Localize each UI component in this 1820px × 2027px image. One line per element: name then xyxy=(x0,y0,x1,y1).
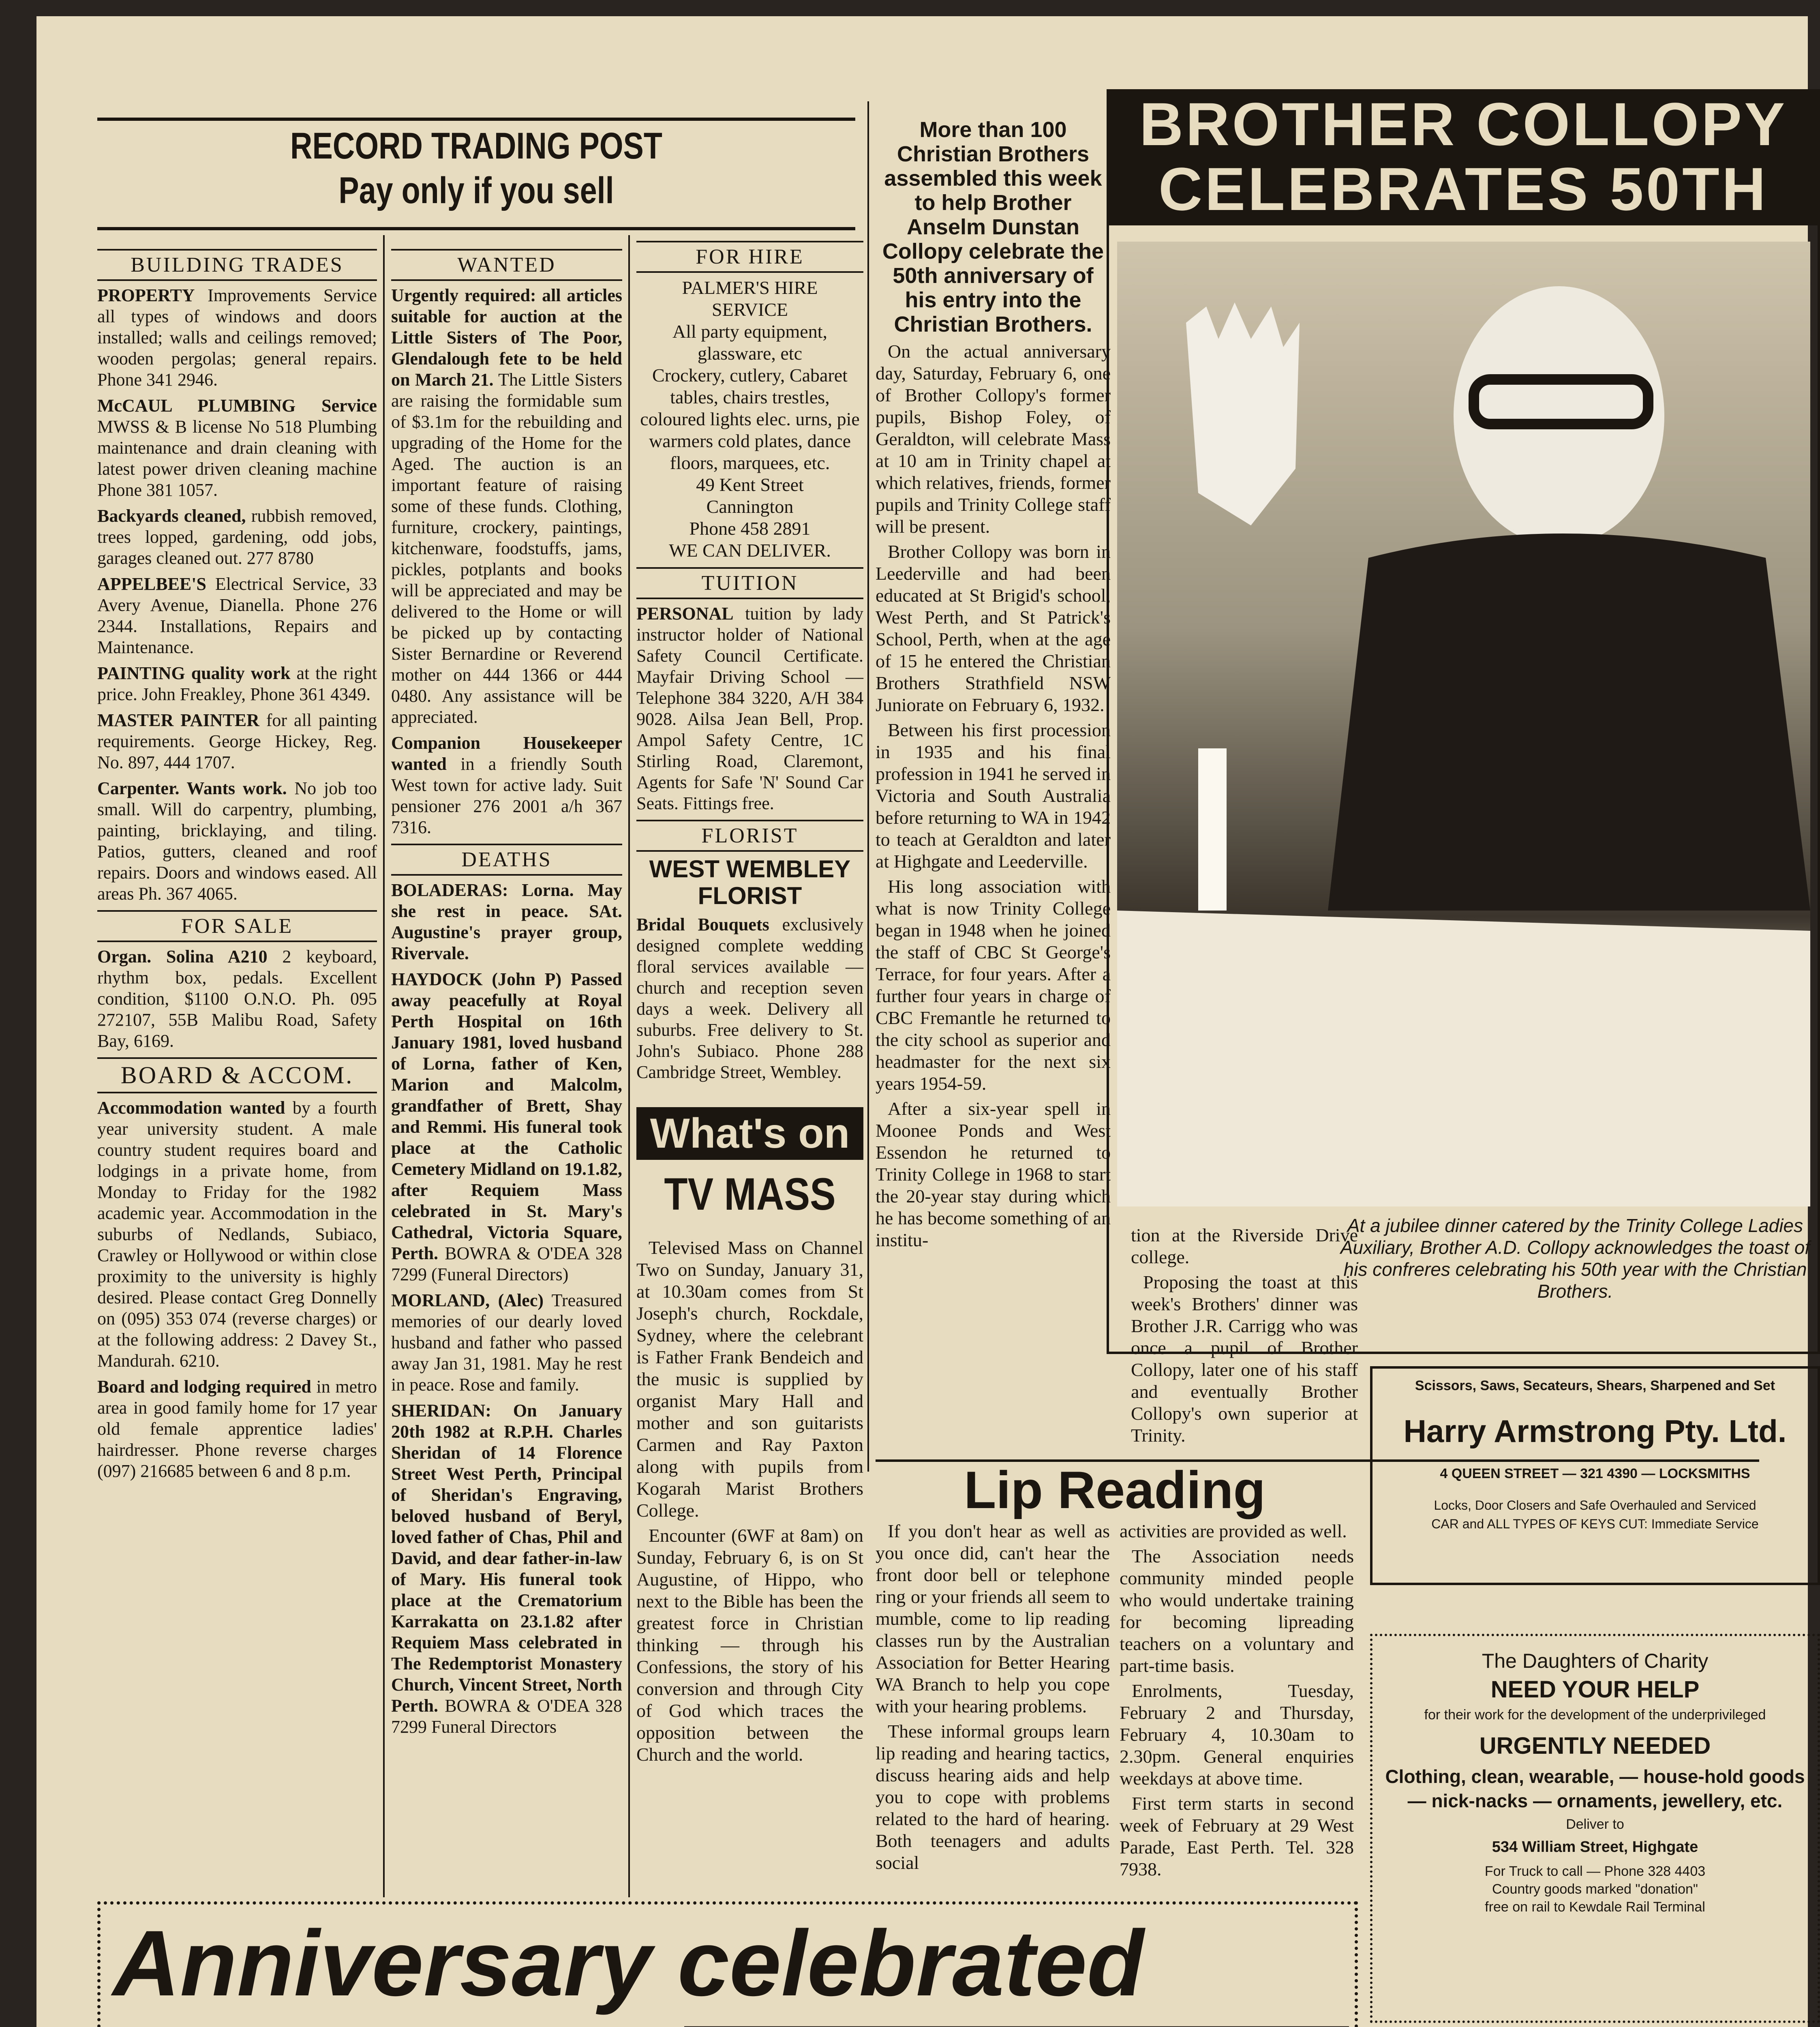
lip-reading-col-1 xyxy=(876,1520,1110,1883)
charity-line8: For Truck to call — Phone 328 4403 xyxy=(1484,1864,1706,1879)
lip-reading-paragraph: First term starts in second week of February at 29 West Parade, East Perth. Tel. 328 7938. xyxy=(1120,1793,1354,1879)
lip-reading-paragraph: Enrolments, Tuesday, February 2 and Thursday, February 4, 10.30am to 2.30pm. General enquiries weekdays at above time. xyxy=(1120,1680,1354,1789)
for-hire-line: Crockery, cutlery, Cabaret tables, chairs trestles, coloured lights elec. urns, pie warmers cold plates, dance floors, marquees, etc. xyxy=(640,365,860,473)
death-notice-body: BOWRA & O'DEA 328 7299 Funeral Directors xyxy=(391,1696,622,1737)
for-hire-line: PALMER'S HIRE xyxy=(682,277,818,298)
classified-ad-body: by a fourth year university student. A male country student requires board and lodgings in a private home, from Monday to Friday for the 1982 academic year. Accommodation in the suburbs of Nedlands, Subiaco, Crawley or Hollywood or within close proximity to the university is highly desired. Please contact Greg Donnelly on (095) 353 074 (reverse charges) or at the following address: 2 Davey St., Mandurah. 6210. xyxy=(97,1098,377,1371)
collopy-paragraph: On the actual anniversary day, Saturday, February 6, one of Brother Collopy's former pupils, Bishop Foley, of Geraldton, will celebrate Mass at 10 am in Trinity chapel at which relatives, friends, former pupils and Trinity College staff will be present. xyxy=(876,341,1111,537)
death-notice-lead: MORLAND, (Alec) xyxy=(391,1290,544,1310)
for-hire-line: Cannington xyxy=(706,496,794,517)
collopy-feature xyxy=(1107,89,1820,1354)
florist-heading: FLORIST xyxy=(636,820,863,852)
lip-reading-paragraph: activities are provided as well. xyxy=(1120,1521,1347,1541)
deaths-ads xyxy=(391,880,622,1738)
masthead-rule-top xyxy=(97,118,855,121)
for-hire-line: 49 Kent Street xyxy=(696,474,804,495)
classified-ad-body: in metro area in good family home for 17 year old female apprentice ladies' hairdresser. Phone reverse charges (097) 216685 between 6 and 8 p.m. xyxy=(97,1377,377,1481)
classified-ad-body: 2 keyboard, rhythm box, pedals. Excellent condition, $1100 O.N.O. Ph. 095 272107, 55B Malibu Road, Safety Bay, 6169. xyxy=(97,947,377,1051)
classified-ad xyxy=(97,506,377,569)
lip-reading-columns xyxy=(876,1520,1354,1883)
classified-ad-lead: PAINTING quality work xyxy=(97,663,291,683)
collopy-headline-block xyxy=(1109,92,1818,225)
classified-ad-lead: Carpenter. Wants work. xyxy=(97,778,287,798)
for-hire-line: All party equipment, glassware, etc xyxy=(672,321,827,364)
charity-line7: 534 William Street, Highgate xyxy=(1492,1838,1698,1856)
classified-ad xyxy=(97,1097,377,1371)
for-hire-line: WE CAN DELIVER. xyxy=(669,540,831,561)
classified-ad-body: for all painting requirements. George Hickey, Reg. No. 897, 444 1707. xyxy=(97,710,377,772)
building-trades-ads xyxy=(97,285,377,904)
classified-ad xyxy=(97,946,377,1052)
charity-line4: URGENTLY NEEDED xyxy=(1479,1733,1711,1759)
armstrong-line1: Locks, Door Closers and Safe Overhauled and Serviced xyxy=(1434,1498,1756,1513)
collopy-paragraph: His long association with what is now Trinity College began in 1948 when he joined the staff of CBC St George's Terrace, for four years. After a further four years in charge of CBC Fremantle he returned to the city school as superior and headmaster for the next six years 1954-59. xyxy=(876,876,1111,1094)
florist-text xyxy=(636,914,863,1083)
wanted-heading: WANTED xyxy=(391,249,622,281)
death-notice xyxy=(391,1400,622,1738)
collopy-intro: More than 100 Christian Brothers assembled this week to help Brother Anselm Dunstan Collopy celebrate the 50th anniversary of his entry into the Christian Brothers. xyxy=(882,118,1104,336)
classified-ad-body: rubbish removed, trees lopped, gardening, odd jobs, garages cleaned out. 277 8780 xyxy=(97,506,377,568)
anniversary-title: Anniversary celebrated xyxy=(113,1911,1144,2015)
column-rule-2 xyxy=(628,235,630,1897)
classified-ad-lead: McCAUL PLUMBING Service xyxy=(97,396,377,416)
death-notice-lead: HAYDOCK (John P) Passed away peacefully at Royal Perth Hospital on 16th January 1981, loved husband of Lorna, father of Ken, Marion and Malcolm, grandfather of Brett, Shay and Remmi. His funeral took place at the Catholic Cemetery Midland on 19.1.82, after Requiem Mass celebrated in St. Mary's Cathedral, Victoria Square, Perth. xyxy=(391,969,622,1263)
for-hire-text xyxy=(636,277,863,561)
classified-ad-body: Electrical Service, 33 Avery Avenue, Dianella. Phone 276 2344. Installations, Repairs and Maintenance. xyxy=(97,574,377,657)
lip-reading-paragraph: These informal groups learn lip reading and hearing tactics, discuss hearing aids and help you to cope with problems related to the hard of hearing. Both teenagers and adults social xyxy=(876,1721,1110,1873)
candle-shape xyxy=(1198,748,1227,911)
charity-line9: Country goods marked "donation" xyxy=(1492,1881,1698,1897)
lip-reading-title: Lip Reading xyxy=(964,1460,1265,1519)
classified-ad xyxy=(97,395,377,501)
anniversary-feature xyxy=(97,1901,1358,2027)
armstrong-ad xyxy=(1370,1366,1820,1585)
lip-reading-paragraph: The Association needs community minded people who would undertake training for becoming lipreading teachers on a voluntary and part-time basis. xyxy=(1120,1546,1354,1676)
for-hire-line: Phone 458 2891 xyxy=(689,518,811,539)
classified-ad-lead: Accommodation wanted xyxy=(97,1098,285,1118)
newspaper-page xyxy=(36,16,1808,2027)
collopy-paragraphs xyxy=(876,341,1111,1251)
collopy-continued xyxy=(1131,1224,1358,1446)
charity-ad xyxy=(1370,1634,1820,2023)
face-shape xyxy=(1454,286,1664,546)
masthead-rule-bottom xyxy=(97,227,855,230)
classified-ad xyxy=(391,733,622,838)
charity-line6: Deliver to xyxy=(1566,1817,1624,1832)
masthead xyxy=(97,124,855,229)
death-notice xyxy=(391,1290,622,1395)
collopy-photo xyxy=(1117,242,1810,1206)
wanted-ads xyxy=(391,285,622,838)
column-building-trades xyxy=(97,243,377,1889)
for-hire-heading: FOR HIRE xyxy=(636,241,863,273)
table-shape xyxy=(1117,911,1810,1206)
classified-ad xyxy=(97,574,377,658)
collopy-paragraph: Brother Collopy was born in Leederville and had been educated at St Brigid's school, West Perth, and St Patrick's School, Perth, when at the age of 15 he entered the Christian Brothers Strathfield NSW Juniorate on February 6, 1932. xyxy=(876,541,1111,715)
classified-ad-lead: MASTER PAINTER xyxy=(97,710,259,730)
classified-ad-body: in a friendly South West town for active lady. Suit pensioner 276 2001 a/h 367 7316. xyxy=(391,754,622,837)
whats-on-banner: What's on xyxy=(636,1107,863,1160)
classified-ad xyxy=(391,285,622,728)
classified-ad-body: tuition by lady instructor holder of National Safety Council Certificate. Mayfair Driving School — Telephone 384 3220, A/H 384 9028. Ailsa Jean Bell, Prop. Ampol Safety Centre, 1C Stirling Road, Claremont, Agents for Safe 'N' Sound Car Seats. Fittings free. xyxy=(636,604,863,813)
death-notice xyxy=(391,969,622,1285)
column-rule-1 xyxy=(383,235,385,1897)
collopy-headline-2: CELEBRATES 50TH xyxy=(1158,155,1769,223)
collopy-story-column xyxy=(876,118,1111,1472)
florist-body: exclusively designed complete wedding floral services available — church and reception seven days a week. Delivery all suburbs. Free delivery to St. John's Subiaco. Phone 288 Cambridge Street, Wembley. xyxy=(636,915,863,1082)
florist-name: WEST WEMBLEY FLORIST xyxy=(649,855,851,909)
tv-mass-paragraph: Encounter (6WF at 8am) on Sunday, February 6, is on St Augustine, of Hippo, who next to the Bible has been the greatest force in Christian thinking — through his Confessions, the story of his conversion and through City of God which traces the opposition between the Church and the world. xyxy=(636,1525,863,1765)
classified-ad-lead: PROPERTY xyxy=(97,285,195,305)
collopy-paragraph: After a six-year spell in Moonee Ponds and West Essendon he returned to Trinity College in 1968 to start the 20-year stay during which he has become something of an institu- xyxy=(876,1098,1111,1250)
classified-ad-body: at the right price. John Freakley, Phone 361 4349. xyxy=(97,663,377,704)
board-ads xyxy=(97,1097,377,1482)
tuition-heading: TUITION xyxy=(636,567,863,599)
death-notice xyxy=(391,880,622,964)
lip-reading-paragraph: If you don't hear as well as you once did, can't hear the front door bell or telephone ring or your friends all seem to mumble, come to lip reading classes run by the Australian Association for Better Hearing WA Branch to help you cope with your hearing problems. xyxy=(876,1521,1110,1716)
classified-ad-lead: Companion Housekeeper wanted xyxy=(391,733,622,774)
masthead-title: RECORD TRADING POST xyxy=(290,125,662,167)
for-sale-ads xyxy=(97,946,377,1052)
lip-reading-col-2 xyxy=(1120,1520,1354,1883)
florist-lead: Bridal Bouquets xyxy=(636,915,769,934)
charity-line10: free on rail to Kewdale Rail Terminal xyxy=(1485,1899,1705,1915)
death-notice-lead: SHERIDAN: On January 20th 1982 at R.P.H. Charles Sheridan of 14 Florence Street West Perth, Principal of Sheridan's Engraving, beloved husband of Beryl, loved father of Chas, Phil and David, and dear father-in-law of Mary. His funeral took place at the Crematorium Karrakatta on 23.1.82 after Requiem Mass celebrated in The Redemptorist Monastery Church, Vincent Street, North Perth. xyxy=(391,1401,622,1716)
charity-line3: for their work for the development of the underprivileged xyxy=(1424,1707,1766,1723)
collopy-paragraph: Between his first procession in 1935 and his final profession in 1941 he served in Victoria and South Australia before returning to WA in 1942 to teach at Geraldton and later at Highgate and Leederville. xyxy=(876,720,1111,872)
tuition-ads xyxy=(636,603,863,814)
collopy-photo-art xyxy=(1117,242,1810,1206)
for-sale-heading: FOR SALE xyxy=(97,910,377,942)
for-hire-line: SERVICE xyxy=(712,299,788,320)
tv-mass-paragraph: Televised Mass on Channel Two on Sunday, January 31, at 10.30am comes from St Joseph's church, Rockdale, Sydney, where the celebrant is Father Frank Bendeich and the music is supplied by organist Mary Hall and mother and son guitarists Carmen and Ray Paxton along with pupils from Kogarah Marist Brothers College. xyxy=(636,1237,863,1521)
cassock-shape xyxy=(1328,534,1810,911)
classified-ad-body: The Little Sisters are raising the formidable sum of $3.1m for the rebuilding and upgrading of the Home for the Aged. The auction is an important feature of raising some of these funds. Clothing, furniture, crockery, paintings, kitchenware, foodstuffs, jams, pickles, potplants and books will be appreciated and may be delivered to the Home or will be picked up by contacting Sister Bernardine or Reverend mother on 444 1366 or 444 0480. Any assistance will be appreciated. xyxy=(391,370,623,727)
collopy-caption: At a jubilee dinner catered by the Trinity College Ladies Auxiliary, Brother A.D. Collopy acknowledges the toast of his confreres celebrating his 50th year with the Christian Brothers. xyxy=(1340,1215,1810,1302)
deaths-heading: DEATHS xyxy=(391,844,622,876)
classified-ad xyxy=(97,710,377,773)
classified-ad-lead: PERSONAL xyxy=(636,604,734,624)
board-heading: BOARD & ACCOM. xyxy=(97,1057,377,1093)
armstrong-address: 4 QUEEN STREET — 321 4390 — LOCKSMITHS xyxy=(1440,1466,1750,1481)
classified-ad xyxy=(97,663,377,705)
classified-ad-body: Improvements Service all types of windows and doors installed; walls and ceilings removed; wooden pergolas; general repairs. Phone 341 2946. xyxy=(97,285,377,390)
collopy-paragraph: tion at the Riverside Drive college. xyxy=(1131,1225,1358,1267)
charity-line1: The Daughters of Charity xyxy=(1482,1650,1709,1672)
classified-ad-lead: Organ. Solina A210 xyxy=(97,947,268,966)
tv-mass-title: TV MASS xyxy=(664,1169,836,1219)
classified-ad-lead: Board and lodging required xyxy=(97,1377,311,1397)
masthead-subtitle: Pay only if you sell xyxy=(338,170,614,211)
raised-hand-shape xyxy=(1186,302,1300,525)
classified-ad xyxy=(97,285,377,390)
classified-ad-lead: Urgently required: all articles suitable for auction at the Little Sisters of The Poor, Glendalough fete to be held on March 21. xyxy=(391,285,622,390)
column-wanted xyxy=(391,243,622,1889)
armstrong-top: Scissors, Saws, Secateurs, Shears, Sharpened and Set xyxy=(1415,1378,1775,1393)
collopy-paragraph: Proposing the toast at this week's Brothers' dinner was Brother J.R. Carrigg who was once a pupil of Brother Collopy, later one of his staff and eventually Brother Collopy's own superior at Trinity. xyxy=(1131,1272,1358,1446)
column-for-hire xyxy=(636,235,863,1897)
classified-ad xyxy=(636,603,863,814)
building-trades-heading: BUILDING TRADES xyxy=(97,249,377,281)
armstrong-name: Harry Armstrong Pty. Ltd. xyxy=(1403,1413,1787,1449)
charity-line5: Clothing, clean, wearable, — house-hold goods — nick-nacks — ornaments, jewellery, etc. xyxy=(1385,1766,1805,1811)
collopy-continued-paragraphs xyxy=(1131,1224,1358,1446)
classified-ad-body: No job too small. Will do carpentry, plumbing, painting, bricklaying, and tiling. Patios, gutters, cleaned and roof repairs. Doors and windows eased. All areas Ph. 367 4065. xyxy=(97,778,377,904)
death-notice-body: BOWRA & O'DEA 328 7299 (Funeral Directors) xyxy=(391,1243,622,1284)
classified-ad xyxy=(97,778,377,904)
collopy-headline-1: BROTHER COLLOPY xyxy=(1139,90,1788,158)
lip-reading xyxy=(876,1459,1354,1901)
classified-ad-lead: Backyards cleaned, xyxy=(97,506,246,526)
classified-ad-lead: APPELBEE'S xyxy=(97,574,206,594)
classified-ad-body: MWSS & B license No 518 Plumbing maintenance and drain cleaning with latest power driven cleaning machine Phone 381 1057. xyxy=(97,417,377,500)
armstrong-line2: CAR and ALL TYPES OF KEYS CUT: Immediate Service xyxy=(1431,1517,1759,1531)
column-rule-3 xyxy=(867,101,869,1472)
death-notice-lead: BOLADERAS: Lorna. May she rest in peace. SAt. Augustine's prayer group, Rivervale. xyxy=(391,880,622,963)
charity-line2: NEED YOUR HELP xyxy=(1490,1676,1700,1703)
death-notice-body: Treasured memories of our dearly loved husband and father who passed away Jan 31, 1981. May he rest in peace. Rose and family. xyxy=(391,1290,622,1395)
classified-ad xyxy=(97,1376,377,1482)
tv-mass-text xyxy=(636,1237,863,1766)
